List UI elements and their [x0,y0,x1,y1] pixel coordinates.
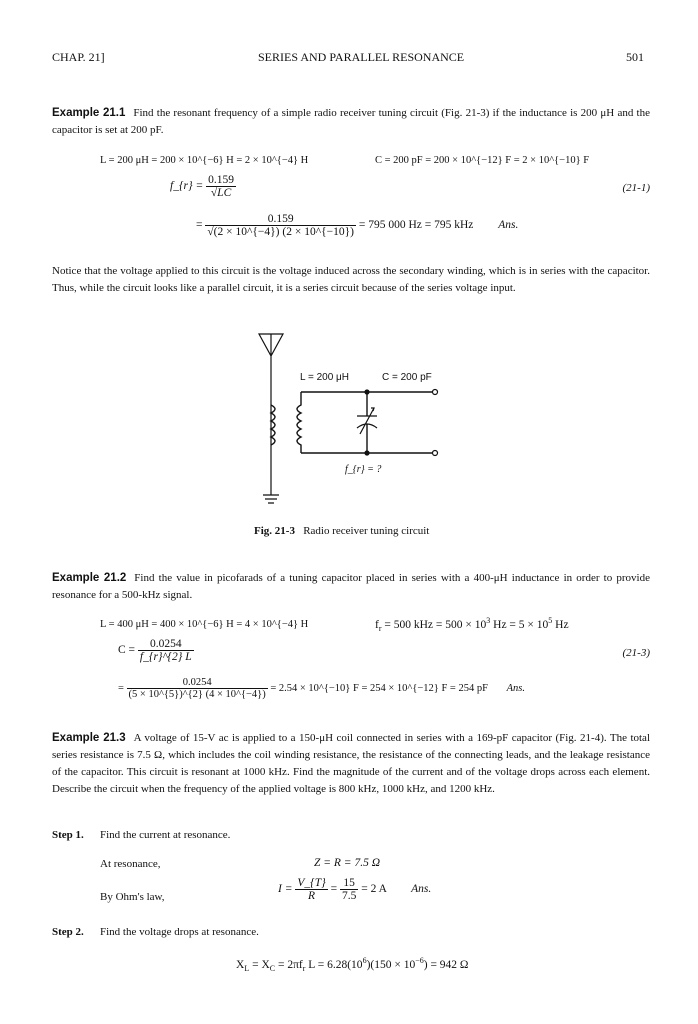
answer-label: Ans. [411,883,432,896]
denominator: R [308,890,316,902]
fr-lhs: f_{r} = [170,180,204,193]
secondary-coil [297,392,301,453]
frequency-label: f_{r} = ? [345,464,382,475]
example-21-2 [52,570,650,604]
equals: = [196,219,203,232]
example-text: A voltage of 15-V ac is applied to a 150-μH coil connected in series with a 169-pF capacitor (Fig. 21-4). The total series resistance is 7.5 Ω, which includes the coil winding resistance, the resistance of the connecting leads, and the leakage resistance of the capacitor. This circuit is resonant at 1000 kHz. Find the magnitude of the current and of the voltage drops across each element. Describe the circuit when the frequency of the applied voltage is 800 kHz, 1000 kHz, and 1200 kHz. [52,732,650,795]
answer-label: Ans. [506,682,525,694]
step-text: Find the current at resonance. [100,829,231,841]
step-2 [52,926,259,938]
equation-f: $f_r = 500$ kHz = $500 \times 10^3$ $Hz = 5 \times 10^5$ Hz [375,616,569,633]
step-label: Step 1. [52,829,84,841]
current-equation [278,877,431,902]
denominator: √(2 × 10^{−4}) (2 × 10^{−10}) [207,226,354,238]
numerator: 15 [340,877,358,890]
equation-C [118,638,194,663]
step-1 [52,829,230,841]
result: = 795 000 Hz = 795 kHz [358,219,474,232]
denominator: 7.5 [341,890,357,902]
figure-caption [254,525,429,537]
denominator: f_{r}^{2} L [139,651,192,663]
i-lhs: I = [278,883,293,896]
equation-C: C = 200 pF = 200 × 10^{−12} F = 2 × 10^{−10} F [375,155,590,166]
equation-L: L = 200 μH = 200 × 10^{−6} H = 2 × 10^{−4} H [100,155,309,166]
result: = 2 A [361,883,387,896]
step-label: Step 2. [52,926,84,938]
example-21-3 [52,730,650,798]
fraction [127,677,268,700]
equation-L: L = 400 μH = 400 × 10^{−6} H = 4 × 10^{−4} H [100,619,309,630]
page-number: 501 [626,50,644,64]
fraction [340,877,358,902]
ground-icon [263,495,279,503]
ohms-law-label: By Ohm's law, [100,891,165,903]
equals: = [118,682,124,694]
example-label: Example 21.3 [52,732,126,744]
fraction [138,638,194,663]
chapter-label: CHAP. 21] [52,50,105,64]
numerator: 0.0254 [138,638,194,651]
impedance-equation: Z = R = 7.5 Ω [314,857,381,869]
equation-C-result [118,677,525,700]
denominator: √LC [210,187,232,199]
numerator: 0.159 [208,174,235,186]
at-resonance-label: At resonance, [100,858,161,870]
inductance-label: L = 200 μH [300,372,350,383]
numerator: 0.0254 [127,677,268,689]
numerator: V_{T} [297,877,326,889]
caption-text: Radio receiver tuning circuit [303,525,430,537]
equation-number: (21-1) [622,182,650,194]
equation-number: (21-3) [622,647,650,659]
step-text: Find the voltage drops at resonance. [100,926,259,938]
numerator: 0.159 [205,213,356,226]
example-text: Find the value in picofarads of a tuning capacitor placed in series with a 400-μH inductance in order to provide resonance for a 500-kHz signal. [52,572,650,601]
answer-label: Ans. [498,219,519,232]
equals: = [330,883,338,896]
example-text: Find the resonant frequency of a simple radio receiver tuning circuit (Fig. 21-3) if the inductance is 200 μH and the capacitor is set at 200 pF. [52,107,650,136]
capacitance-label: C = 200 pF [382,372,432,383]
denominator: (5 × 10^{5})^{2} (4 × 10^{−4}) [128,689,266,700]
example-label: Example 21.1 [52,107,126,119]
result: = 2.54 × 10^{−10} F = 254 × 10^{−12} F = 254 pF [270,682,488,694]
running-title: SERIES AND PARALLEL RESONANCE [258,50,465,64]
reactance-equation: $X_L = X_C = 2\pi f_r$ $L = 6.28(10^6)(150 \times 10^{-6}) = 942$ Ω [236,956,469,973]
c-lhs: C = [118,644,136,657]
figure-number: Fig. 21-3 [254,525,295,537]
fraction [295,877,327,902]
notice-paragraph: Notice that the voltage applied to this circuit is the voltage induced across the secondary winding, which is in series with the capacitor. Thus, while the circuit looks like a parallel circuit, it is a series circuit because of the series voltage input. [52,265,650,294]
example-label: Example 21.2 [52,572,127,584]
antenna-icon [259,334,283,495]
